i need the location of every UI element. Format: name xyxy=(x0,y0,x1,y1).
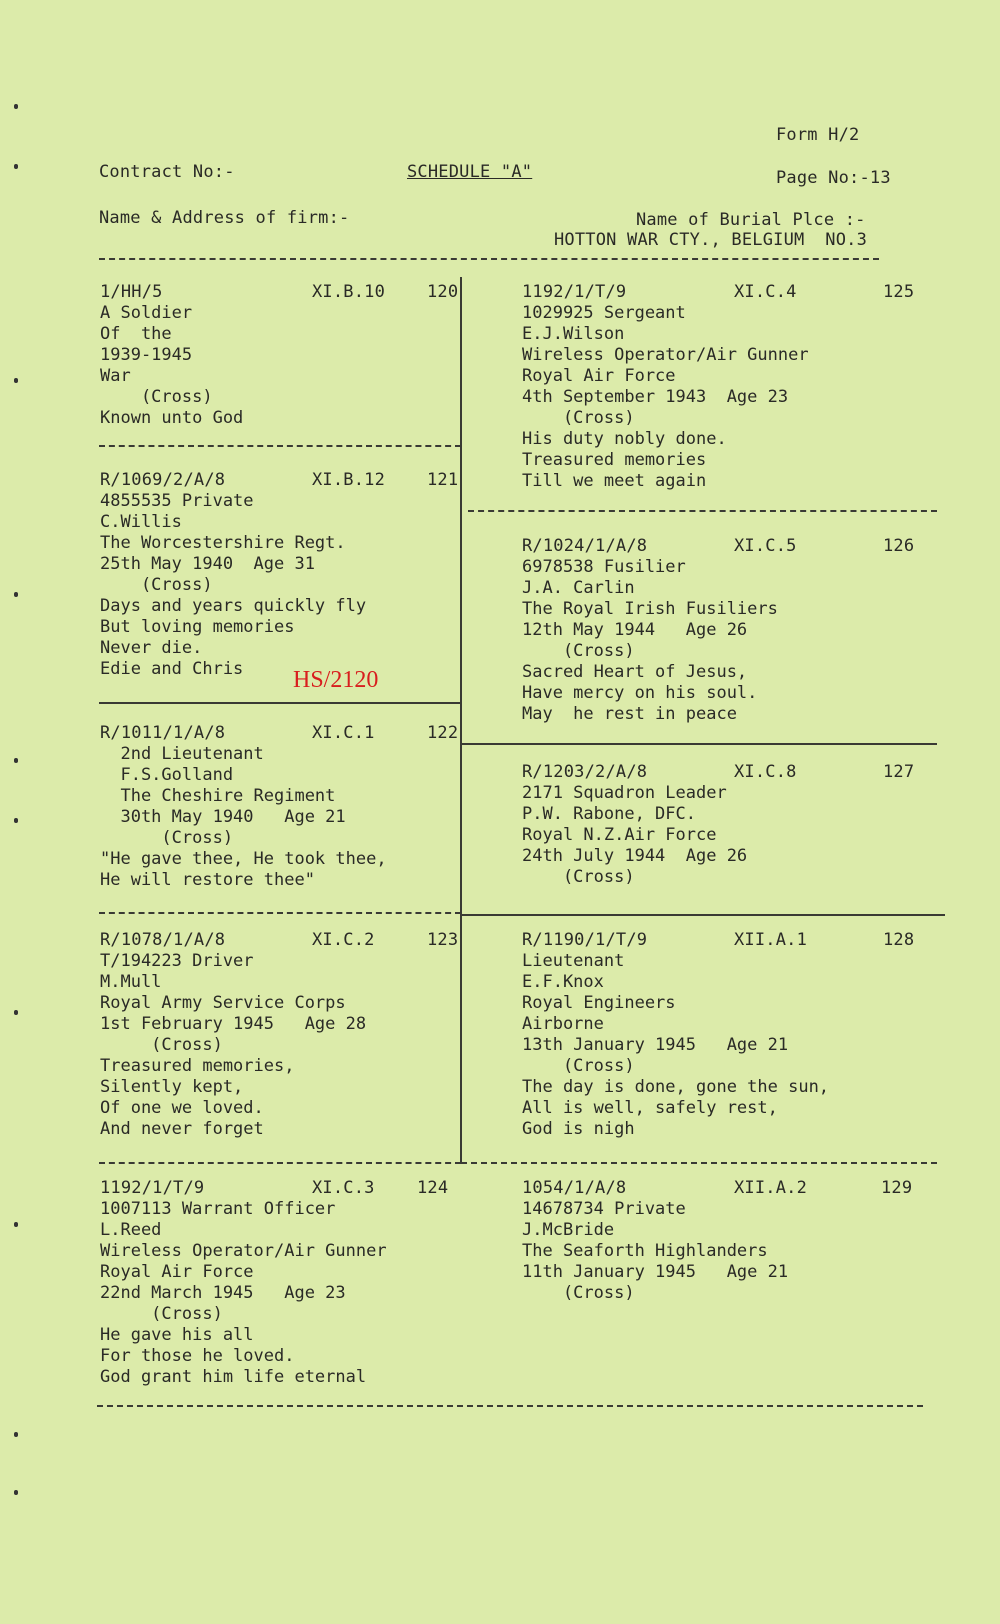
plot-number: XI.C.4 xyxy=(734,282,797,302)
entry-line: Royal Engineers xyxy=(522,993,676,1013)
entry-line: Till we meet again xyxy=(522,471,707,491)
entry-number: 127 xyxy=(883,762,915,782)
entry-line: God grant him life eternal xyxy=(100,1367,367,1387)
entry-line: 1939-1945 xyxy=(100,345,193,365)
entry-line: Royal N.Z.Air Force xyxy=(522,825,717,845)
entry-line: 1st February 1945 Age 28 xyxy=(100,1014,367,1034)
entry-line: Never die. xyxy=(100,638,203,658)
entry-line: The Cheshire Regiment xyxy=(100,786,336,806)
entry-line: And never forget xyxy=(100,1119,264,1139)
grave-reference: R/1069/2/A/8 xyxy=(100,470,226,490)
entry-line: (Cross) xyxy=(100,387,213,407)
entry-line: All is well, safely rest, xyxy=(522,1098,778,1118)
entry-line: 4th September 1943 Age 23 xyxy=(522,387,789,407)
entry-line: (Cross) xyxy=(522,641,635,661)
entry-line: Of the xyxy=(100,324,172,344)
plot-number: XII.A.1 xyxy=(734,930,808,950)
entry-line: 13th January 1945 Age 21 xyxy=(522,1035,789,1055)
grave-reference: R/1190/1/T/9 xyxy=(522,930,648,950)
plot-number: XI.C.5 xyxy=(734,536,797,556)
entry-number: 121 xyxy=(427,470,459,490)
entry-line: Known unto God xyxy=(100,408,244,428)
entry-line: (Cross) xyxy=(522,1056,635,1076)
entry-line: (Cross) xyxy=(522,1283,635,1303)
burial-place-label: Name of Burial Plce :- xyxy=(636,210,866,230)
entry-line: M.Mull xyxy=(100,972,162,992)
entry-line: For those he loved. xyxy=(100,1346,295,1366)
margin-mark xyxy=(14,1490,18,1495)
entry-number: 129 xyxy=(881,1178,913,1198)
entry-line: War xyxy=(100,366,131,386)
entry-line: 2nd Lieutenant xyxy=(100,744,264,764)
entry-line: 1007113 Warrant Officer xyxy=(100,1199,336,1219)
row-divider xyxy=(461,743,937,745)
entry-line: A Soldier xyxy=(100,303,193,323)
entry-line: 22nd March 1945 Age 23 xyxy=(100,1283,346,1303)
entry-line: Treasured memories xyxy=(522,450,707,470)
entry-line: 25th May 1940 Age 31 xyxy=(100,554,315,574)
row-divider xyxy=(461,1162,937,1164)
contract-number-label: Contract No:- xyxy=(99,162,235,182)
schedule-title: SCHEDULE "A" xyxy=(407,162,533,182)
entry-number: 120 xyxy=(427,282,459,302)
entry-line: E.J.Wilson xyxy=(522,324,625,344)
entry-line: J.A. Carlin xyxy=(522,578,635,598)
entry-line: Royal Air Force xyxy=(522,366,676,386)
entry-line: (Cross) xyxy=(100,828,234,848)
entry-line: C.Willis xyxy=(100,512,182,532)
margin-mark xyxy=(14,104,18,109)
grave-reference: R/1203/2/A/8 xyxy=(522,762,648,782)
plot-number: XI.C.8 xyxy=(734,762,797,782)
margin-mark xyxy=(14,378,18,383)
entry-line: Of one we loved. xyxy=(100,1098,264,1118)
entry-line: T/194223 Driver xyxy=(100,951,254,971)
entry-line: (Cross) xyxy=(522,408,635,428)
footer-divider xyxy=(97,1405,923,1407)
row-divider xyxy=(461,914,945,916)
entry-line: (Cross) xyxy=(100,1035,223,1055)
margin-mark xyxy=(14,592,18,597)
entry-number: 122 xyxy=(427,723,459,743)
entry-line: P.W. Rabone, DFC. xyxy=(522,804,696,824)
page-number: Page No:-13 xyxy=(776,168,891,188)
burial-place-name: HOTTON WAR CTY., BELGIUM NO.3 xyxy=(554,230,868,250)
row-divider xyxy=(99,912,461,914)
plot-number: XI.B.10 xyxy=(312,282,386,302)
entry-number: 124 xyxy=(417,1178,449,1198)
plot-number: XI.C.2 xyxy=(312,930,375,950)
entry-line: God is nigh xyxy=(522,1119,635,1139)
grave-reference: R/1024/1/A/8 xyxy=(522,536,648,556)
entry-line: 30th May 1940 Age 21 xyxy=(100,807,346,827)
entry-line: The Worcestershire Regt. xyxy=(100,533,346,553)
entry-line: E.F.Knox xyxy=(522,972,604,992)
entry-line: Airborne xyxy=(522,1014,604,1034)
plot-number: XI.C.1 xyxy=(312,723,375,743)
row-divider xyxy=(99,1162,461,1164)
entry-line: Silently kept, xyxy=(100,1077,244,1097)
entry-line: 24th July 1944 Age 26 xyxy=(522,846,748,866)
entry-line: But loving memories xyxy=(100,617,295,637)
entry-line: The Royal Irish Fusiliers xyxy=(522,599,778,619)
entry-line: 14678734 Private xyxy=(522,1199,686,1219)
entry-line: L.Reed xyxy=(100,1220,162,1240)
header-divider xyxy=(99,258,879,260)
entry-line: He gave his all xyxy=(100,1325,254,1345)
grave-reference: 1192/1/T/9 xyxy=(522,282,627,302)
entry-line: He will restore thee" xyxy=(100,870,315,890)
entry-line: 2171 Squadron Leader xyxy=(522,783,727,803)
entry-line: His duty nobly done. xyxy=(522,429,727,449)
entry-line: 4855535 Private xyxy=(100,491,254,511)
margin-mark xyxy=(14,758,18,763)
entry-number: 128 xyxy=(883,930,915,950)
entry-line: Royal Army Service Corps xyxy=(100,993,346,1013)
margin-mark xyxy=(14,1222,18,1227)
entry-line: Lieutenant xyxy=(522,951,625,971)
plot-number: XI.C.3 xyxy=(312,1178,375,1198)
entry-line: Edie and Chris xyxy=(100,659,244,679)
row-divider xyxy=(99,702,461,704)
entry-line: (Cross) xyxy=(100,1304,223,1324)
margin-mark xyxy=(14,1010,18,1015)
grave-reference: 1054/1/A/8 xyxy=(522,1178,627,1198)
entry-line: F.S.Golland xyxy=(100,765,234,785)
row-divider xyxy=(99,445,461,447)
entry-line: May he rest in peace xyxy=(522,704,737,724)
entry-line: Sacred Heart of Jesus, xyxy=(522,662,748,682)
entry-line: Wireless Operator/Air Gunner xyxy=(522,345,809,365)
grave-reference: R/1078/1/A/8 xyxy=(100,930,226,950)
entry-line: 11th January 1945 Age 21 xyxy=(522,1262,789,1282)
entry-number: 123 xyxy=(427,930,459,950)
grave-reference: 1192/1/T/9 xyxy=(100,1178,205,1198)
archive-stamp: HS/2120 xyxy=(293,667,379,693)
entry-line: (Cross) xyxy=(100,575,213,595)
entry-number: 126 xyxy=(883,536,915,556)
margin-mark xyxy=(14,818,18,823)
entry-line: 12th May 1944 Age 26 xyxy=(522,620,748,640)
entry-line: Wireless Operator/Air Gunner xyxy=(100,1241,387,1261)
entry-line: 1029925 Sergeant xyxy=(522,303,686,323)
entry-line: The Seaforth Highlanders xyxy=(522,1241,768,1261)
entry-line: Royal Air Force xyxy=(100,1262,254,1282)
entry-line: (Cross) xyxy=(522,867,635,887)
plot-number: XI.B.12 xyxy=(312,470,386,490)
entry-line: "He gave thee, He took thee, xyxy=(100,849,387,869)
column-divider xyxy=(460,277,462,1162)
entry-line: Have mercy on his soul. xyxy=(522,683,758,703)
grave-reference: 1/HH/5 xyxy=(100,282,163,302)
form-number: Form H/2 xyxy=(776,125,860,145)
margin-mark xyxy=(14,1432,18,1437)
plot-number: XII.A.2 xyxy=(734,1178,808,1198)
firm-label: Name & Address of firm:- xyxy=(99,208,350,228)
entry-line: J.McBride xyxy=(522,1220,615,1240)
entry-line: 6978538 Fusilier xyxy=(522,557,686,577)
entry-line: Days and years quickly fly xyxy=(100,596,367,616)
grave-reference: R/1011/1/A/8 xyxy=(100,723,226,743)
entry-line: Treasured memories, xyxy=(100,1056,295,1076)
row-divider xyxy=(468,510,937,512)
entry-line: The day is done, gone the sun, xyxy=(522,1077,830,1097)
margin-mark xyxy=(14,164,18,169)
entry-number: 125 xyxy=(883,282,915,302)
